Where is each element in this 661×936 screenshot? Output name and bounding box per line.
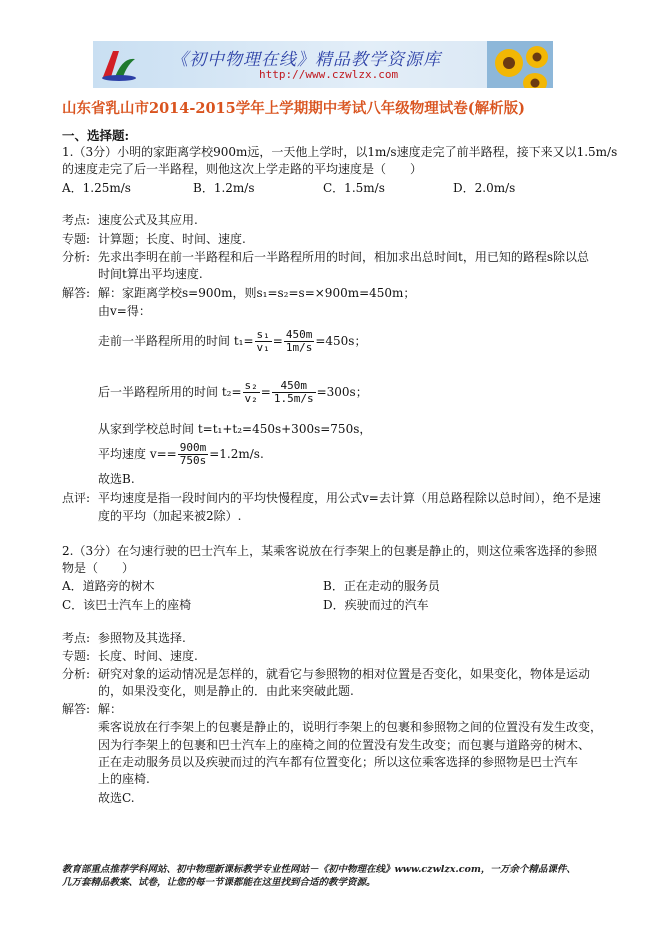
q1-option-d: D．2.0m/s xyxy=(453,181,516,195)
q1-zhuanti: 计算题；长度、时间、速度. xyxy=(98,232,246,246)
q1-avg-num: 900m xyxy=(179,441,207,454)
page-footer xyxy=(62,863,607,889)
q2-zhuanti: 长度、时间、速度. xyxy=(98,649,198,663)
q1-zhuanti-label: 专题: xyxy=(62,232,91,246)
q1-jieda-label: 解答: xyxy=(62,286,91,300)
q1-kaodian: 速度公式及其应用. xyxy=(98,213,198,227)
q1-front-prefix: 走前一半路程所用的时间 t₁= xyxy=(98,334,254,348)
q1-front-fraction-2 xyxy=(284,329,315,354)
q1-back-num2: 450m xyxy=(272,380,316,393)
q1-jieda-line2: 由v=得： xyxy=(98,304,151,318)
q1-dianping-label: 点评: xyxy=(62,491,91,505)
q2-jieda-line4: 上的座椅. xyxy=(98,772,150,786)
q2-fenxi-line2: 的，如果没变化，则是静止的．由此来突破此题. xyxy=(98,684,354,698)
q1-back-result: =300s； xyxy=(316,385,368,399)
q1-option-a: A．1.25m/s xyxy=(62,181,131,195)
q1-kaodian-label: 考点: xyxy=(62,213,91,227)
q2-stem-line2: 物是（ ） xyxy=(62,561,135,575)
q1-fenxi-line1: 先求出李明在前一半路程和后一半路程所用的时间，相加求出总时间t，用已知的路程s除以总 xyxy=(98,250,589,264)
q1-stem-line1: 1.（3分）小明的家距离学校900m远，一天他上学时，以1m/s速度走完了前半路程，接下来又以1.5m/s xyxy=(62,145,618,159)
q1-avg-prefix: 平均速度 v== xyxy=(98,447,177,461)
logo-icon xyxy=(99,47,139,83)
q1-stem-line2: 的速度走完了后一半路程，则他这次上学走路的平均速度是（ ） xyxy=(62,162,423,176)
document-title: 山东省乳山市2014-2015学年上学期期中考试八年级物理试卷(解析版) xyxy=(62,100,525,117)
q1-front-num: s₁ xyxy=(256,328,270,341)
q2-answer: 故选C. xyxy=(98,791,135,805)
q1-jieda-line1: 解：家距离学校s=900m，则s₁=s₂=s=×900m=450m； xyxy=(98,286,416,300)
q1-avg-result: =1.2m/s. xyxy=(209,447,264,461)
footer-line2: 几万套精品教案、试卷，让您的每一节课都能在这里找到合适的教学资源。 xyxy=(62,877,376,888)
q1-dianping-line1: 平均速度是指一段时间内的平均快慢程度，用公式v=去计算（用总路程除以总时间），绝不是速 xyxy=(98,491,601,505)
footer-line1: 教育部重点推荐学科网站、初中物理新课标教学专业性网站－《初中物理在线》www.czwlzx.com，一万余个精品课件、 xyxy=(62,864,576,875)
q1-back-fraction-2 xyxy=(272,380,316,405)
q1-avg-fraction xyxy=(178,442,209,467)
q1-front-num2: 450m xyxy=(285,328,313,341)
q2-jieda-line3: 正在走动服务员以及疾驶而过的汽车都有位置变化；所以这位乘客选择的参照物是巴士汽车 xyxy=(98,755,579,769)
q2-jieda-line1: 乘客说放在行李架上的包裹是静止的，说明行李架上的包裹和参照物之间的位置没有发生改变， xyxy=(98,720,603,734)
q1-fenxi-line2: 时间t算出平均速度. xyxy=(98,267,203,281)
q2-option-c: C．该巴士汽车上的座椅 xyxy=(62,598,192,612)
q1-front-fraction-1 xyxy=(255,329,272,354)
q1-front-den2: 1m/s xyxy=(285,341,313,354)
q2-option-b: B．正在走动的服务员 xyxy=(323,579,440,593)
header-banner xyxy=(93,41,553,88)
q1-back-fraction-1 xyxy=(243,380,260,405)
q1-average-speed-formula xyxy=(98,441,264,467)
section-heading: 一、选择题: xyxy=(62,128,130,143)
q2-kaodian: 参照物及其选择. xyxy=(98,631,186,645)
sunflower-icon xyxy=(487,41,553,88)
q2-kaodian-label: 考点: xyxy=(62,631,91,645)
q1-back-den: v₂ xyxy=(244,392,258,405)
q1-front-result: =450s； xyxy=(315,334,367,348)
q1-total-time: 从家到学校总时间 t=t₁+t₂=450s+300s=750s， xyxy=(98,422,372,436)
q1-back-half-formula: 后一半路程所用的时间 t₂= $\frac{\text{s₂}}{\text{v₂}}$ = $\frac{450m}{1.5m/s}$ =300s； xyxy=(98,379,368,405)
q2-option-a: A．道路旁的树木 xyxy=(62,579,155,593)
q2-zhuanti-label: 专题: xyxy=(62,649,91,663)
q2-fenxi-label: 分析: xyxy=(62,667,91,681)
q1-front-den: v₁ xyxy=(256,341,270,354)
q1-back-num: s₂ xyxy=(244,379,258,392)
q2-option-d: D．疾驶而过的汽车 xyxy=(323,598,429,612)
banner-url: http://www.czwlzx.com xyxy=(259,68,399,81)
q1-option-c: C．1.5m/s xyxy=(323,181,385,195)
banner-title: 《初中物理在线》精品教学资源库 xyxy=(171,50,441,70)
q1-back-prefix: 后一半路程所用的时间 t₂= xyxy=(98,385,242,399)
q1-answer: 故选B. xyxy=(98,472,135,486)
q2-jieda-line2: 因为行李架上的包裹和巴士汽车上的座椅之间的位置没有发生改变；而包裹与道路旁的树木、 xyxy=(98,738,591,752)
q2-jieda-label: 解答: xyxy=(62,702,91,716)
q1-front-half-formula: 走前一半路程所用的时间 t₁= $\frac{\text{s₁}}{\text{v₁}}$ = $\frac{450m}{1m/s}$ =450s； xyxy=(98,328,367,354)
q1-option-b: B．1.2m/s xyxy=(193,181,255,195)
q1-avg-den: 750s xyxy=(179,454,207,467)
q2-jieda-line0: 解： xyxy=(98,702,123,716)
q1-fenxi-label: 分析: xyxy=(62,250,91,264)
q2-stem-line1: 2.（3分）在匀速行驶的巴士汽车上，某乘客说放在行李架上的包裹是静止的，则这位乘客选择的参照 xyxy=(62,544,598,558)
q2-fenxi-line1: 研究对象的运动情况是怎样的，就看它与参照物的相对位置是否变化，如果变化，物体是运动 xyxy=(98,667,591,681)
q1-dianping-line2: 度的平均（加起来被2除）. xyxy=(98,509,242,523)
q1-back-den2: 1.5m/s xyxy=(273,392,314,405)
